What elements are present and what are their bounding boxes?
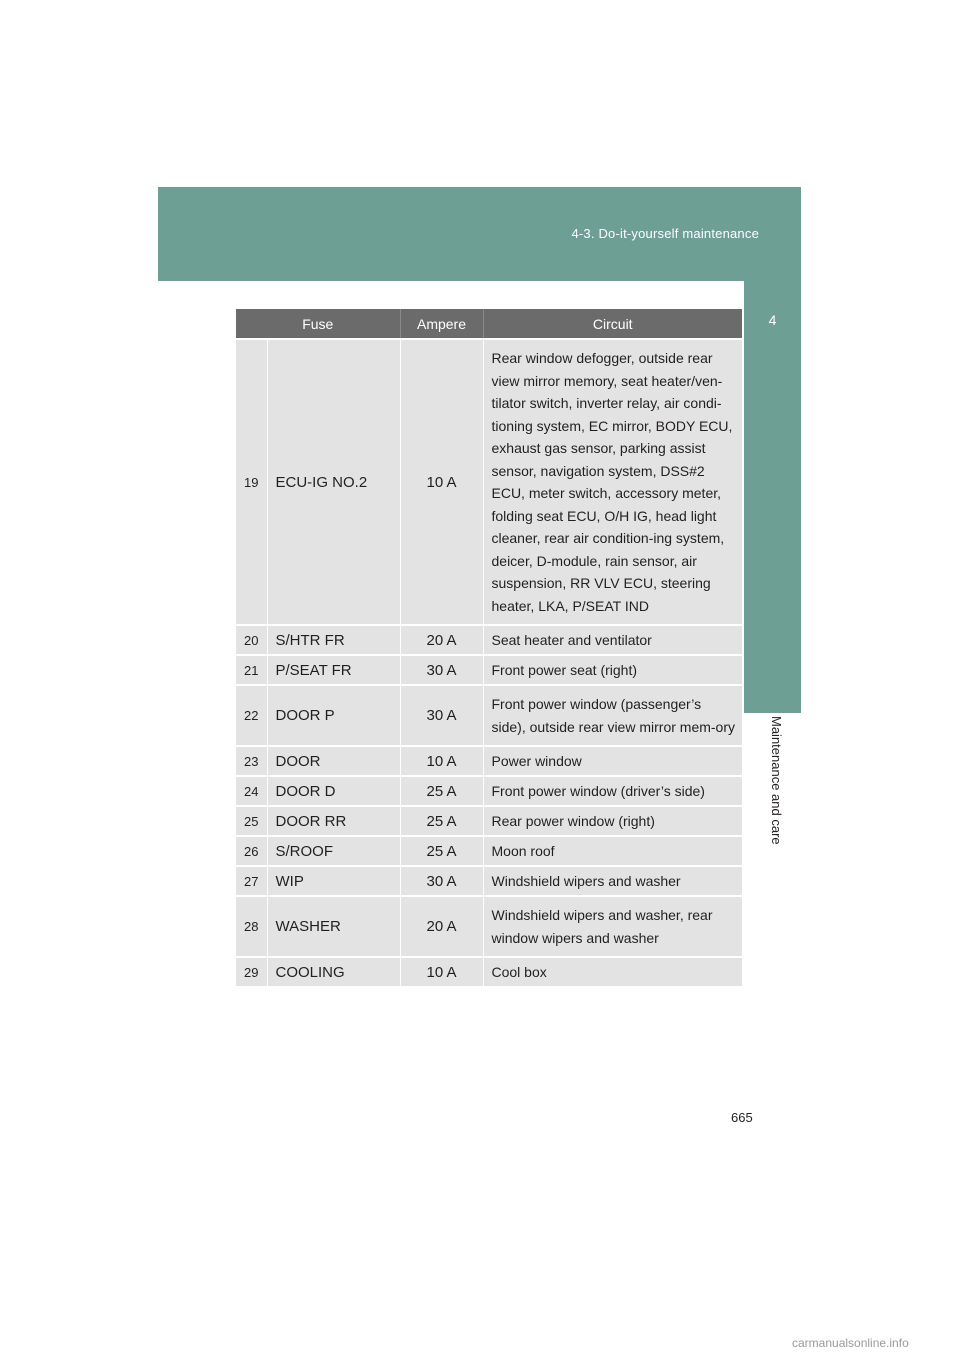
- fuse-name: ECU-IG NO.2: [267, 339, 400, 625]
- fuse-name: DOOR RR: [267, 806, 400, 836]
- page-number: 665: [731, 1110, 753, 1125]
- fuse-name: WIP: [267, 866, 400, 896]
- table-row: [236, 836, 742, 866]
- table-row: [236, 806, 742, 836]
- fuse-circuit: Moon roof: [483, 836, 742, 866]
- fuse-name: DOOR: [267, 746, 400, 776]
- fuse-number: 29: [236, 957, 267, 986]
- chapter-number: 4: [768, 312, 777, 328]
- column-header-circuit: Circuit: [483, 309, 742, 339]
- table-row: [236, 746, 742, 776]
- table-row: [236, 625, 742, 655]
- fuse-table: [236, 309, 742, 986]
- fuse-name: S/ROOF: [267, 836, 400, 866]
- fuse-ampere: 10 A: [400, 746, 483, 776]
- fuse-circuit: Front power window (driver’s side): [483, 776, 742, 806]
- fuse-circuit: Windshield wipers and washer: [483, 866, 742, 896]
- fuse-number: 19: [236, 339, 267, 625]
- fuse-circuit: Windshield wipers and washer, rear window wipers and washer: [483, 896, 742, 957]
- fuse-name: S/HTR FR: [267, 625, 400, 655]
- chapter-tab: [744, 281, 801, 713]
- table-row: [236, 866, 742, 896]
- table-row: [236, 655, 742, 685]
- fuse-circuit: Seat heater and ventilator: [483, 625, 742, 655]
- fuse-ampere: 25 A: [400, 806, 483, 836]
- fuse-ampere: 30 A: [400, 655, 483, 685]
- fuse-ampere: 30 A: [400, 685, 483, 746]
- fuse-name: COOLING: [267, 957, 400, 986]
- fuse-name: DOOR P: [267, 685, 400, 746]
- fuse-number: 25: [236, 806, 267, 836]
- section-title: 4-3. Do-it-yourself maintenance: [571, 226, 759, 241]
- table-row: [236, 957, 742, 986]
- fuse-number: 20: [236, 625, 267, 655]
- fuse-name: P/SEAT FR: [267, 655, 400, 685]
- fuse-number: 24: [236, 776, 267, 806]
- fuse-circuit: Rear power window (right): [483, 806, 742, 836]
- fuse-name: DOOR D: [267, 776, 400, 806]
- fuse-ampere: 25 A: [400, 776, 483, 806]
- column-header-fuse: Fuse: [236, 309, 400, 339]
- chapter-label: Maintenance and care: [769, 716, 784, 845]
- watermark-text: carmanualsonline.info: [792, 1336, 909, 1350]
- fuse-number: 21: [236, 655, 267, 685]
- fuse-ampere: 20 A: [400, 896, 483, 957]
- fuse-ampere: 25 A: [400, 836, 483, 866]
- fuse-ampere: 10 A: [400, 339, 483, 625]
- fuse-ampere: 30 A: [400, 866, 483, 896]
- table-header-row: [236, 309, 742, 339]
- fuse-number: 23: [236, 746, 267, 776]
- fuse-name: WASHER: [267, 896, 400, 957]
- fuse-circuit: Cool box: [483, 957, 742, 986]
- table-row: [236, 776, 742, 806]
- fuse-number: 22: [236, 685, 267, 746]
- fuse-number: 26: [236, 836, 267, 866]
- column-header-ampere: Ampere: [400, 309, 483, 339]
- fuse-number: 27: [236, 866, 267, 896]
- table-row: [236, 685, 742, 746]
- fuse-circuit: Front power seat (right): [483, 655, 742, 685]
- fuse-circuit: Rear window defogger, outside rear view mirror memory, seat heater/ven-tilator switch, inverter relay, air condi-tioning system, EC mirror, BODY ECU, exhaust gas sensor, parking assist sensor, navigation system, DSS#2 ECU, meter switch, accessory meter, folding seat ECU, O/H IG, head light cleaner, rear air condition-ing system, deicer, D-module, rain sensor, air suspension, RR VLV ECU, steering heater, LKA, P/SEAT IND: [483, 339, 742, 625]
- fuse-circuit: Front power window (passenger’s side), outside rear view mirror mem-ory: [483, 685, 742, 746]
- fuse-circuit: Power window: [483, 746, 742, 776]
- fuse-ampere: 10 A: [400, 957, 483, 986]
- table-row: [236, 896, 742, 957]
- fuse-ampere: 20 A: [400, 625, 483, 655]
- table-row: [236, 339, 742, 625]
- fuse-number: 28: [236, 896, 267, 957]
- section-header: [158, 187, 801, 281]
